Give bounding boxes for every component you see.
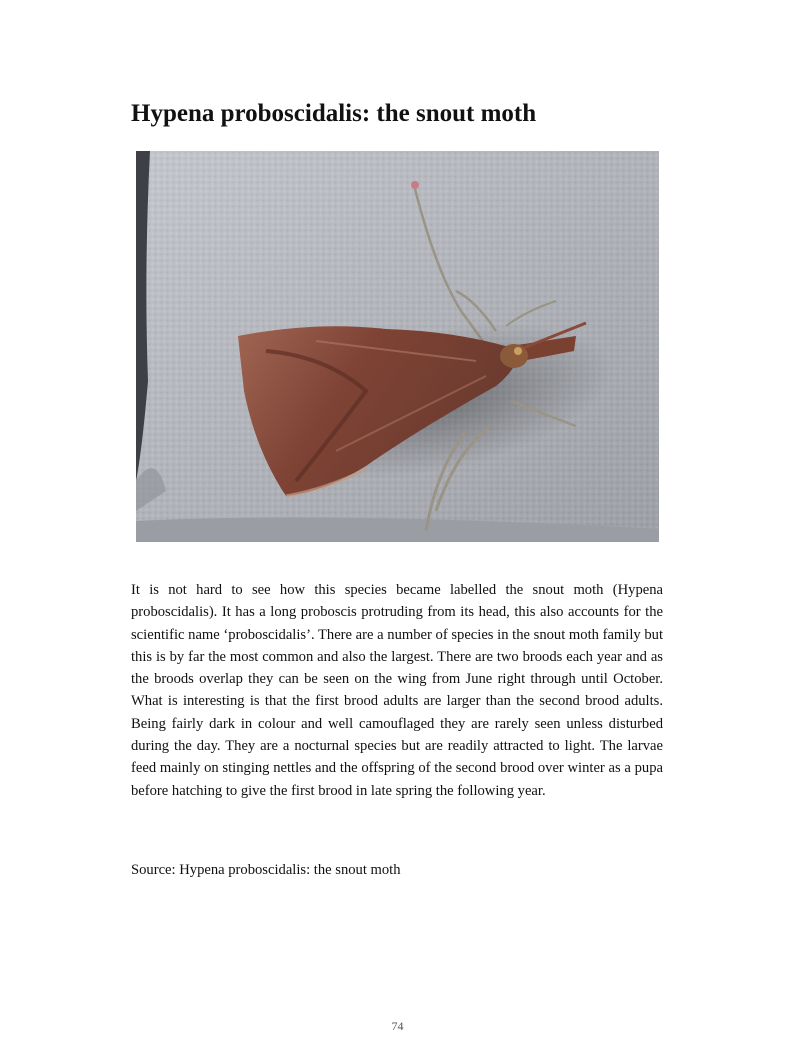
source-citation: Source: Hypena proboscidalis: the snout moth [131, 862, 401, 878]
page-number: 74 [391, 1019, 404, 1033]
page-title: Hypena proboscidalis: the snout moth [131, 100, 537, 127]
snout-moth-photo [136, 151, 659, 542]
body-paragraph: It is not hard to see how this species became labelled the snout moth (Hypena proboscidalis). It has a long proboscis protruding from its head, this also accounts for the scientific name ‘proboscidalis’. There are a number of species in the snout moth family but this is by far the most common and also the largest. There are two broods each year and as the broods overlap they can be seen on the wing from June right through until October. What is interesting is that the first brood adults are larger than the second brood adults. Being fairly dark in colour and well camouflaged they are rarely seen unless disturbed during the day. They are a nocturnal species but are readily attracted to light. The larvae feed mainly on stinging nettles and the offspring of the second brood over winter as a pupa before hatching to give the first brood in late spring the following year. [131, 582, 663, 799]
